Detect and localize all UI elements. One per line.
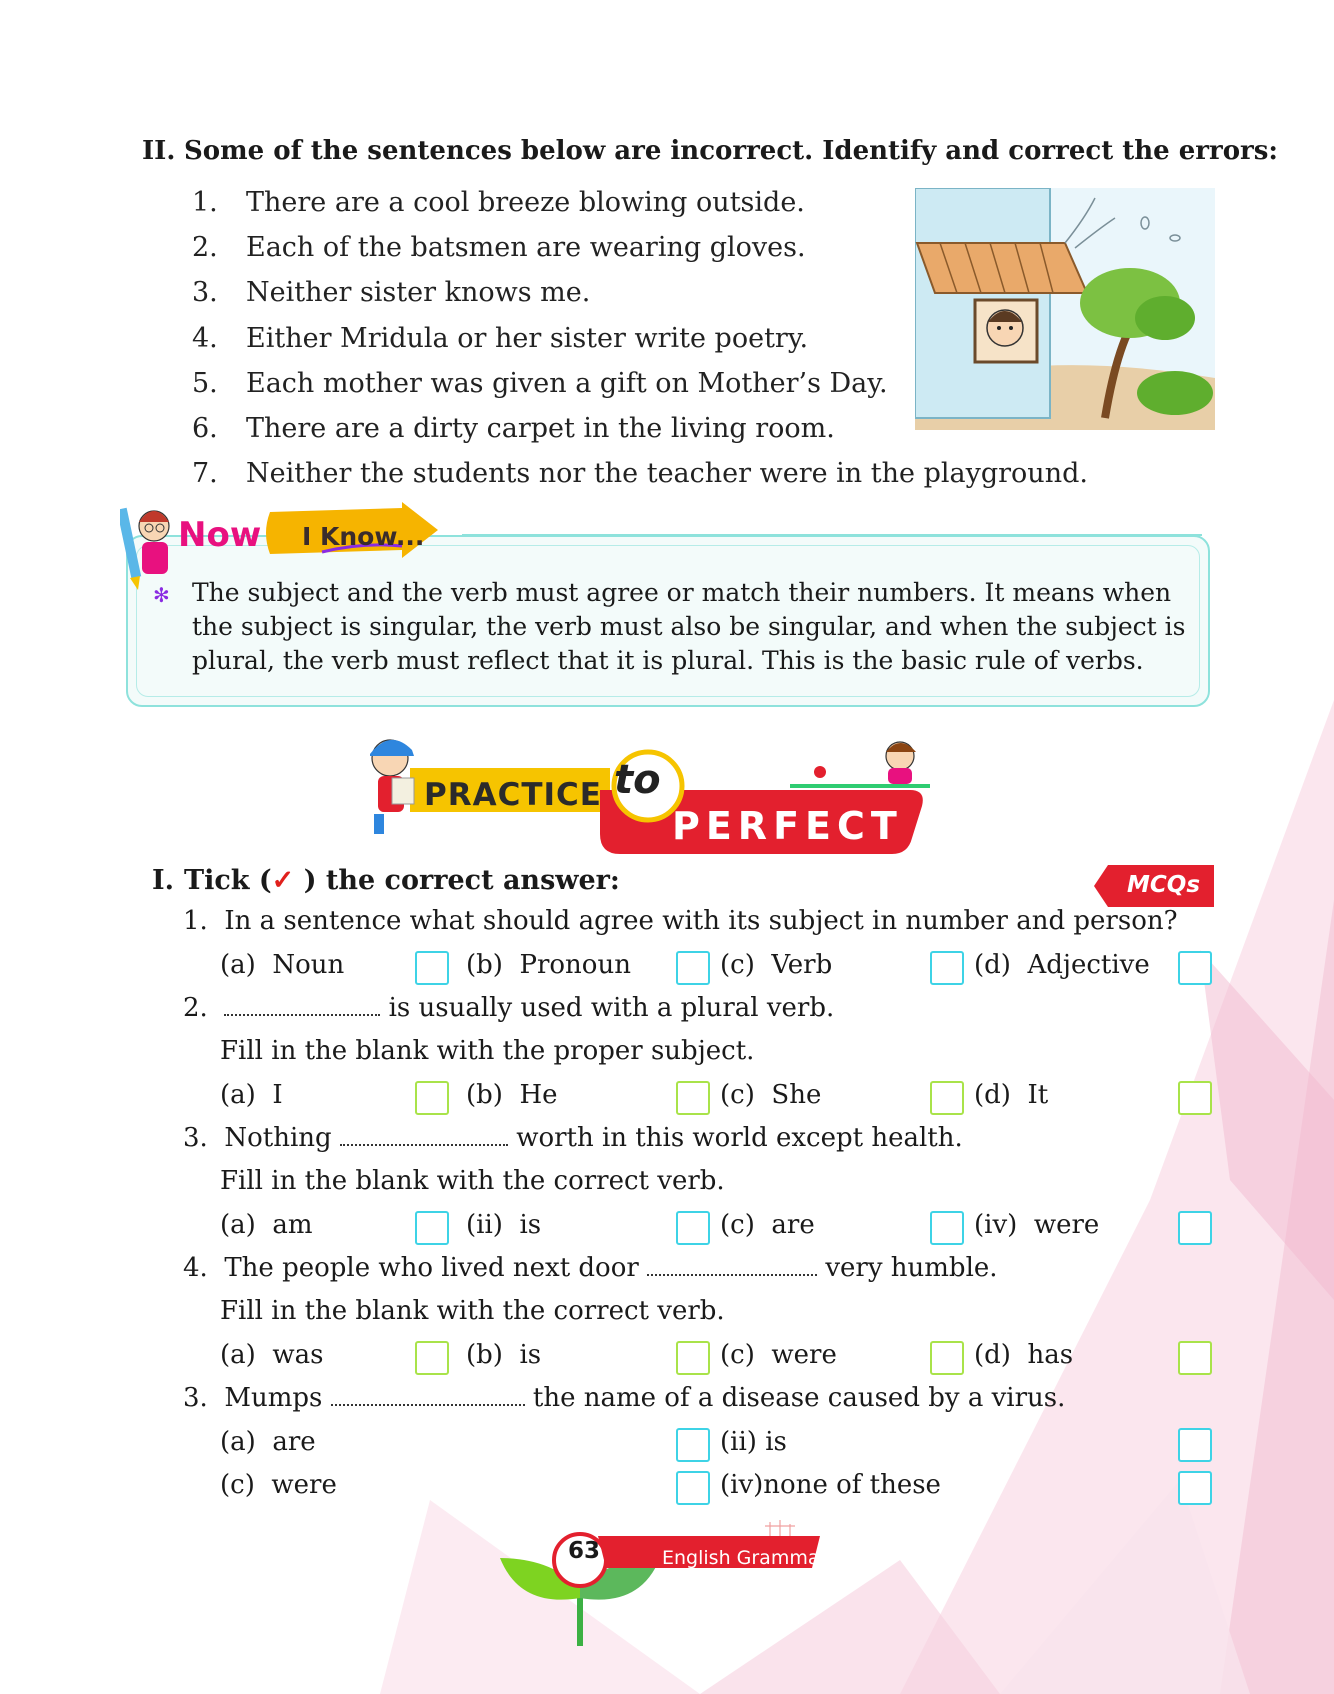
- answer-checkbox[interactable]: [676, 1081, 710, 1115]
- now-i-know-title-now: Now: [178, 515, 262, 555]
- footer-plant-decoration: [480, 1518, 840, 1648]
- question-4-instruction: Fill in the blank with the correct verb.: [220, 1296, 725, 1326]
- question-text: worth in this world except health.: [516, 1123, 963, 1153]
- item-text: Neither sister knows me.: [246, 277, 591, 309]
- book-title: English Grammar-4: [662, 1547, 846, 1569]
- answer-checkbox[interactable]: [930, 1341, 964, 1375]
- question-4: [183, 1253, 998, 1283]
- page-number: 63: [568, 1538, 601, 1564]
- now-i-know-top-line: [462, 534, 1202, 536]
- list-item: [192, 451, 1088, 496]
- answer-checkbox[interactable]: [1178, 1081, 1212, 1115]
- answer-checkbox[interactable]: [415, 1341, 449, 1375]
- question-text: The people who lived next door: [224, 1253, 639, 1283]
- question-text: Nothing: [224, 1123, 332, 1153]
- option-d: (d) has: [974, 1340, 1074, 1370]
- answer-checkbox[interactable]: [1178, 1341, 1212, 1375]
- answer-checkbox[interactable]: [930, 951, 964, 985]
- boy-pencil-icon: [120, 498, 180, 590]
- answer-checkbox[interactable]: [1178, 1211, 1212, 1245]
- option-a: (a) Noun: [220, 950, 345, 980]
- option-b: (b) is: [466, 1340, 542, 1370]
- section-i-heading: [152, 865, 620, 896]
- option-c: (c) were: [720, 1340, 837, 1370]
- answer-checkbox[interactable]: [676, 1471, 710, 1505]
- blank: [224, 1000, 380, 1016]
- item-number: 1.: [192, 187, 218, 218]
- answer-checkbox[interactable]: [930, 1081, 964, 1115]
- now-i-know-text: The subject and the verb must agree or match their numbers. It means when the subject is singular, the verb must also be singular, and when the subject is plural, the verb must reflect that it is plural. This is the basic rule of verbs.: [192, 578, 1186, 675]
- option-c: (c) were: [220, 1470, 337, 1500]
- option-b: (ii) is: [720, 1427, 787, 1457]
- item-text: Each mother was given a gift on Mother’s Day.: [246, 367, 888, 399]
- item-number: 3.: [192, 277, 218, 309]
- question-number: 2.: [183, 993, 208, 1023]
- banner-perfect: PERFECT: [672, 804, 903, 848]
- question-text: In a sentence what should agree with its subject in number and person?: [224, 906, 1178, 936]
- option-c: (c) She: [720, 1080, 822, 1110]
- question-3-instruction: Fill in the blank with the correct verb.: [220, 1166, 725, 1196]
- banner-practice: PRACTICE: [424, 777, 602, 813]
- blank: [340, 1130, 508, 1146]
- answer-checkbox[interactable]: [1178, 1428, 1212, 1462]
- item-text: There are a dirty carpet in the living room.: [246, 413, 835, 445]
- option-d: (d) It: [974, 1080, 1049, 1110]
- item-text: Neither the students nor the teacher were in the playground.: [246, 458, 1088, 490]
- question-2-instruction: Fill in the blank with the proper subject.: [220, 1036, 755, 1066]
- option-a: (a) am: [220, 1210, 313, 1240]
- question-2: [183, 993, 834, 1023]
- question-number: 1.: [183, 906, 208, 936]
- item-number: 5.: [192, 367, 218, 399]
- banner-to: to: [614, 757, 661, 803]
- option-b: (b) He: [466, 1080, 558, 1110]
- mcq-badge-label: MCQs: [1127, 872, 1201, 898]
- heading-part: ) the correct answer:: [294, 865, 620, 896]
- answer-checkbox[interactable]: [415, 1081, 449, 1115]
- breeze-window-illustration: [915, 188, 1215, 430]
- option-d: (iv)none of these: [720, 1470, 941, 1500]
- answer-checkbox[interactable]: [930, 1211, 964, 1245]
- option-c: (c) are: [720, 1210, 815, 1240]
- section-number: I.: [152, 865, 175, 896]
- bullet-icon: ✻: [153, 583, 170, 607]
- question-text: very humble.: [825, 1253, 998, 1283]
- question-1: [183, 906, 1178, 936]
- answer-checkbox[interactable]: [415, 951, 449, 985]
- heading-part: Tick (: [184, 865, 272, 896]
- section-number: II.: [142, 136, 176, 166]
- question-number: 3.: [183, 1383, 208, 1413]
- answer-checkbox[interactable]: [676, 1211, 710, 1245]
- option-a: (a) I: [220, 1080, 283, 1110]
- section-ii-heading: [142, 136, 1278, 166]
- question-text: is usually used with a plural verb.: [388, 993, 835, 1023]
- option-b: (ii) is: [466, 1210, 542, 1240]
- item-number: 2.: [192, 232, 218, 264]
- blank: [647, 1260, 817, 1276]
- question-text: the name of a disease caused by a virus.: [532, 1383, 1066, 1413]
- answer-checkbox[interactable]: [676, 1428, 710, 1462]
- item-number: 7.: [192, 458, 218, 490]
- option-a: (a) was: [220, 1340, 324, 1370]
- question-number: 4.: [183, 1253, 208, 1283]
- answer-checkbox[interactable]: [415, 1211, 449, 1245]
- item-number: 4.: [192, 322, 218, 354]
- question-3: [183, 1123, 963, 1153]
- item-number: 6.: [192, 413, 218, 445]
- blank: [331, 1390, 525, 1406]
- answer-checkbox[interactable]: [676, 1341, 710, 1375]
- answer-checkbox[interactable]: [676, 951, 710, 985]
- item-text: There are a cool breeze blowing outside.: [246, 187, 805, 218]
- option-a: (a) are: [220, 1427, 316, 1457]
- section-heading-text: Some of the sentences below are incorrect. Identify and correct the errors:: [184, 136, 1278, 166]
- question-5: [183, 1383, 1065, 1413]
- now-i-know-title-iknow: I Know...: [302, 522, 425, 551]
- answer-checkbox[interactable]: [1178, 1471, 1212, 1505]
- question-number: 3.: [183, 1123, 208, 1153]
- answer-checkbox[interactable]: [1178, 951, 1212, 985]
- question-text: Mumps: [224, 1383, 323, 1413]
- option-d: (d) Adjective: [974, 950, 1150, 980]
- option-d: (iv) were: [974, 1210, 1100, 1240]
- item-text: Each of the batsmen are wearing gloves.: [246, 232, 806, 264]
- option-b: (b) Pronoun: [466, 950, 631, 980]
- item-text: Either Mridula or her sister write poetry.: [246, 322, 809, 354]
- tick-icon: ✓: [271, 865, 295, 896]
- option-c: (c) Verb: [720, 950, 833, 980]
